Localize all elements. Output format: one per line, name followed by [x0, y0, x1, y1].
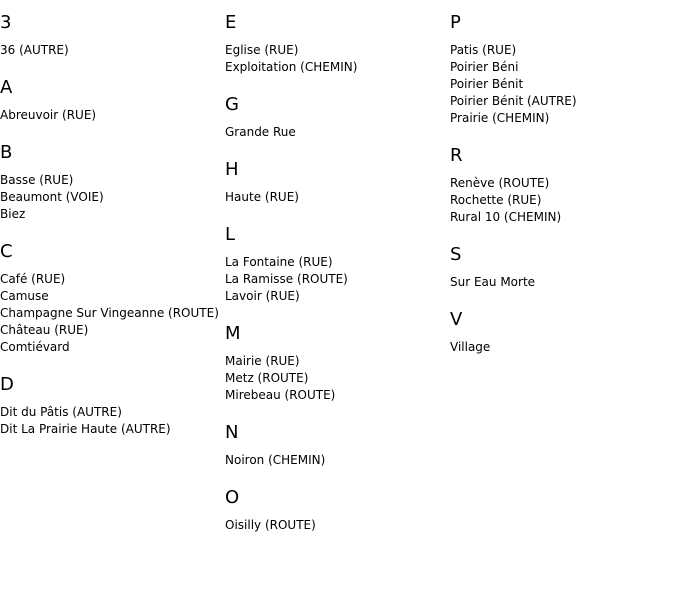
letter-heading: A — [0, 77, 13, 98]
street-link[interactable]: Basse (RUE) — [0, 173, 74, 187]
street-link[interactable]: Beaumont (VOIE) — [0, 190, 104, 204]
street-link[interactable]: Mirebeau (ROUTE) — [225, 388, 336, 402]
street-link[interactable]: Champagne Sur Vingeanne (ROUTE) — [0, 306, 219, 320]
letter-group — [225, 323, 450, 404]
street-link[interactable]: Lavoir (RUE) — [225, 289, 300, 303]
street-link[interactable]: Dit La Prairie Haute (AUTRE) — [0, 422, 171, 436]
letter-group — [0, 241, 225, 356]
street-link[interactable]: Oisilly (ROUTE) — [225, 518, 316, 532]
letter-group — [0, 12, 225, 59]
letter-group — [0, 374, 225, 438]
index-column-2 — [225, 12, 450, 552]
street-link[interactable]: Poirier Bénit (AUTRE) — [450, 94, 577, 108]
street-link[interactable]: Renève (ROUTE) — [450, 176, 550, 190]
letter-group — [225, 487, 450, 534]
letter-heading: G — [225, 94, 239, 115]
street-link[interactable]: Château (RUE) — [0, 323, 89, 337]
street-link[interactable]: Rural 10 (CHEMIN) — [450, 210, 562, 224]
street-link[interactable]: Village — [450, 340, 491, 354]
letter-heading: H — [225, 159, 239, 180]
street-link[interactable]: Biez — [0, 207, 26, 221]
street-link[interactable]: Café (RUE) — [0, 272, 66, 286]
street-link[interactable]: Comtiévard — [0, 340, 70, 354]
street-link[interactable]: 36 (AUTRE) — [0, 43, 69, 57]
street-link[interactable]: Exploitation (CHEMIN) — [225, 60, 358, 74]
street-link[interactable]: Camuse — [0, 289, 49, 303]
street-link[interactable]: La Ramisse (ROUTE) — [225, 272, 348, 286]
letter-heading: S — [450, 244, 462, 265]
street-link[interactable]: Mairie (RUE) — [225, 354, 300, 368]
letter-group — [225, 94, 450, 141]
letter-heading: B — [0, 142, 13, 163]
letter-heading: L — [225, 224, 236, 245]
letter-heading: D — [0, 374, 14, 395]
letter-heading: N — [225, 422, 239, 443]
letter-heading: R — [450, 145, 463, 166]
letter-heading: M — [225, 323, 241, 344]
letter-group — [225, 224, 450, 305]
street-link[interactable]: Poirier Bénit — [450, 77, 524, 91]
index-column-3 — [450, 12, 675, 374]
letter-heading: V — [450, 309, 463, 330]
letter-group — [450, 244, 675, 291]
street-link[interactable]: Metz (ROUTE) — [225, 371, 309, 385]
street-link[interactable]: Eglise (RUE) — [225, 43, 299, 57]
letter-heading: O — [225, 487, 240, 508]
street-link[interactable]: Patis (RUE) — [450, 43, 517, 57]
street-link[interactable]: Sur Eau Morte — [450, 275, 536, 289]
letter-group — [0, 77, 225, 124]
street-link[interactable]: Rochette (RUE) — [450, 193, 542, 207]
letter-group — [225, 159, 450, 206]
street-link[interactable]: Grande Rue — [225, 125, 296, 139]
letter-heading: E — [225, 12, 237, 33]
street-link[interactable]: Poirier Béni — [450, 60, 519, 74]
street-link[interactable]: Haute (RUE) — [225, 190, 299, 204]
street-link[interactable]: La Fontaine (RUE) — [225, 255, 333, 269]
street-link[interactable]: Prairie (CHEMIN) — [450, 111, 550, 125]
letter-group — [450, 145, 675, 226]
letter-group — [450, 309, 675, 356]
street-link[interactable]: Dit du Pâtis (AUTRE) — [0, 405, 122, 419]
letter-group — [225, 422, 450, 469]
letter-group — [0, 142, 225, 223]
letter-heading: P — [450, 12, 461, 33]
street-link[interactable]: Abreuvoir (RUE) — [0, 108, 97, 122]
letter-heading: 3 — [0, 12, 12, 33]
street-link[interactable]: Noiron (CHEMIN) — [225, 453, 326, 467]
letter-group — [225, 12, 450, 76]
letter-group — [450, 12, 675, 127]
index-column-1 — [0, 12, 225, 456]
letter-heading: C — [0, 241, 13, 262]
